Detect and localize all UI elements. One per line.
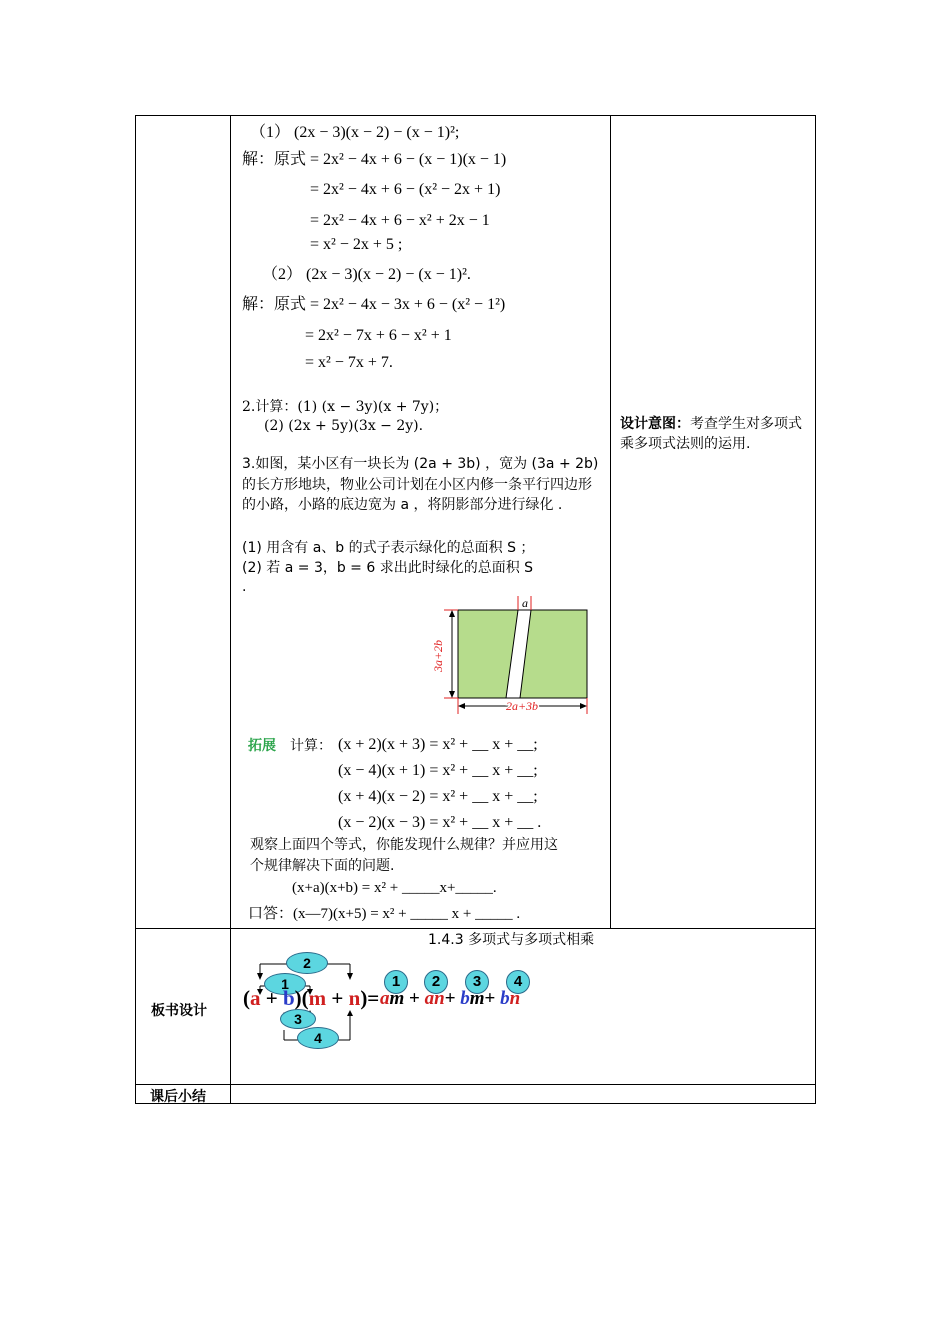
board-title: 1.4.3 多项式与多项式相乘 bbox=[428, 932, 595, 948]
ex2-line2: (2) (2x + 5y)(3x − 2y). bbox=[264, 418, 424, 434]
board-bracket-label-3: 3 bbox=[280, 1009, 316, 1029]
board-bracket-label-2: 2 bbox=[286, 952, 328, 974]
ex1-part1-line2: = 2x² − 4x + 6 − (x² − 2x + 1) bbox=[310, 181, 501, 198]
table-border-left bbox=[135, 115, 136, 1104]
extension-row-1: (x + 2)(x + 3) = x² + __ x + __; bbox=[338, 736, 538, 753]
ex1-part2-title: （2） (2x − 3)(x − 2) − (x − 1)². bbox=[262, 266, 471, 283]
ex1-part2-line2: = 2x² − 7x + 6 − x² + 1 bbox=[305, 327, 452, 344]
design-intent bbox=[620, 414, 808, 454]
extension-title: 拓展 bbox=[248, 738, 276, 754]
extension-observe-1: 观察上面四个等式，你能发现什么规律？并应用这 bbox=[250, 837, 558, 853]
row-divider-2 bbox=[135, 1084, 816, 1085]
extension-row-2: (x − 4)(x + 1) = x² + __ x + __; bbox=[338, 762, 538, 779]
board-bracket-label-1: 1 bbox=[264, 973, 306, 995]
extension-row-4: (x − 2)(x − 3) = x² + __ x + __ . bbox=[338, 814, 542, 831]
board-bracket-label-4: 4 bbox=[297, 1027, 339, 1049]
garden-figure bbox=[430, 594, 600, 718]
ex1-part2-line3: = x² − 7x + 7. bbox=[305, 354, 393, 371]
ex2-line1: 2.计算：(1) (x − 3y)(x + 7y)； bbox=[242, 399, 449, 415]
board-design-label: 板书设计 bbox=[151, 1003, 207, 1019]
extension-lead: 计算： bbox=[290, 738, 332, 754]
board-expression-lhs: (a + b)(m + n)= bbox=[243, 986, 380, 1010]
ex3-question-2-end: . bbox=[242, 579, 247, 595]
design-intent-label: 设计意图： bbox=[620, 416, 690, 432]
term-number-4: 4 bbox=[506, 970, 530, 994]
extension-observe-2: 个规律解决下面的问题. bbox=[250, 858, 395, 874]
table-border-bottom bbox=[135, 1103, 816, 1104]
col-divider-2 bbox=[610, 115, 611, 928]
ex1-part1-line4: = x² − 2x + 5 ; bbox=[310, 236, 403, 253]
label-length: 2a+3b bbox=[505, 699, 539, 713]
ex3-problem-text: 3.如图，某小区有一块长为 (2a + 3b) ，宽为 (3a + 2b) 的长方形地块，物业公司计划在小区内修一条平行四边形的小路，小路的底边宽为 a ，将阴影部分进行绿化 . bbox=[242, 456, 599, 513]
ex3-question-2: (2) 若 a = 3，b = 6 求出此时绿化的总面积 S bbox=[242, 560, 534, 576]
board-expression-rhs: am + an+ bm+ bn bbox=[380, 988, 521, 1009]
label-width: 3a+2b bbox=[431, 639, 445, 673]
term-number-1: 1 bbox=[384, 970, 408, 994]
extension-general-formula: (x+a)(x+b) = x² + _____x+_____. bbox=[292, 880, 497, 896]
summary-label: 课后小结 bbox=[150, 1089, 206, 1105]
table-border-right bbox=[815, 115, 816, 1104]
label-a: a bbox=[522, 596, 528, 610]
term-number-2: 2 bbox=[424, 970, 448, 994]
term-number-3: 3 bbox=[465, 970, 489, 994]
ex1-part2-line1: 解：原式 = 2x² − 4x − 3x + 6 − (x² − 1²) bbox=[242, 296, 506, 313]
ex1-part1-title: （1） (2x − 3)(x − 2) − (x − 1)²; bbox=[250, 124, 460, 141]
extension-row-3: (x + 4)(x − 2) = x² + __ x + __; bbox=[338, 788, 538, 805]
ex1-part1-line1: 解：原式 = 2x² − 4x + 6 − (x − 1)(x − 1) bbox=[242, 151, 507, 168]
table-border-top bbox=[135, 115, 816, 116]
ex1-part1-line3: = 2x² − 4x + 6 − x² + 2x − 1 bbox=[310, 212, 490, 229]
design-intent-text: 考查学生对多项式乘多项式法则的运用. bbox=[620, 416, 802, 452]
col-divider-1 bbox=[230, 115, 231, 1104]
extension-oral-answer: 口答：(x—7)(x+5) = x² + _____ x + _____ . bbox=[248, 906, 521, 922]
ex3-question-1: (1) 用含有 a、b 的式子表示绿化的总面积 S ； bbox=[242, 540, 535, 556]
row-divider-1 bbox=[135, 928, 816, 929]
